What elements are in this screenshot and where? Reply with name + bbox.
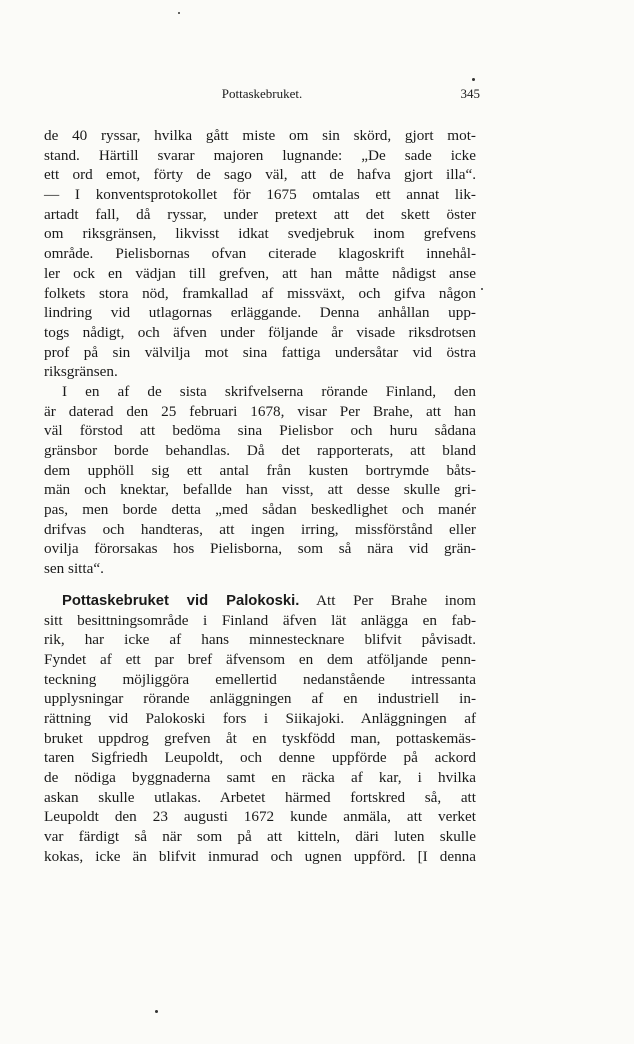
text-line: riksgränsen. — [44, 363, 118, 381]
text-line: ler ock en vädjan till grefven, att han måtte nådigst anse — [44, 264, 476, 282]
text-line: folkets stora nöd, framkallad af missväxt, och gifva någon — [44, 284, 476, 302]
text-line: gränsbor borde behandlas. Då det rapporterats, att bland — [44, 442, 476, 459]
text-line: upplysningar rörande anläggningen af en industriell in- — [44, 690, 476, 708]
text-line: de nödiga byggnaderna samt en räcka af kar, i hvilka — [44, 769, 476, 786]
section-first-line: Att Per Brahe inom — [299, 591, 476, 609]
text-line — [44, 591, 476, 611]
text-line: lindring vid utlagornas erläggande. Denna anhållan upp- — [44, 304, 476, 322]
text-line: teckning möjliggöra emellertid nedanstående intressanta — [44, 670, 476, 688]
text-line: — I konventsprotokollet för 1675 omtalas ett annat lik- — [44, 186, 476, 204]
page-number: 345 — [460, 86, 480, 101]
text-line: sen sitta“. — [44, 560, 104, 578]
text-line: I en af de sista skrifvelserna rörande Finland, den — [62, 382, 476, 400]
text-line: rik, har icke af hans minnestecknare blifvit påvisadt. — [44, 631, 476, 649]
text-line: Leupoldt den 23 augusti 1672 kunde anmäla, att verket — [44, 808, 476, 826]
text-line: rättning vid Palokoski fors i Siikajoki. Anläggningen af — [44, 709, 476, 727]
paragraph-1 — [44, 126, 476, 382]
text-line: drifvas och handteras, att ingen irring, missförstånd eller — [44, 520, 476, 538]
text-line: är daterad den 25 februari 1678, visar Per Brahe, att han — [44, 402, 476, 420]
text-line: stand. Härtill svarar majoren lugnande: „De sade icke — [44, 146, 476, 164]
print-speck — [155, 1010, 158, 1013]
text-line: väl förstod att bedöma sina Pielisbor och huru sådana — [44, 422, 476, 440]
text-line: var färdigt så när som på att kitteln, däri luten skulle — [44, 828, 476, 846]
text-line: bruket uppdrog grefven åt en tyskfödd man, pottaskemäs- — [44, 729, 476, 747]
print-speck — [481, 288, 483, 290]
text-line: askan skulle utlakas. Arbetet härmed fortskred så, att — [44, 788, 476, 806]
text-line: de 40 ryssar, hvilka gått miste om sin skörd, gjort mot- — [44, 127, 476, 144]
text-line: sitt besittningsområde i Finland äfven lät anlägga en fab- — [44, 611, 476, 629]
text-line: ett ord emot, förty de sago väl, att de hafva gjort illa“. — [44, 166, 476, 184]
text-line: taren Sigfriedh Leupoldt, och denne uppförde på ackord — [44, 749, 476, 767]
print-speck — [472, 78, 475, 81]
text-line: artadt fall, då ryssar, under pretext att det skett öster — [44, 205, 476, 223]
print-speck — [178, 12, 180, 14]
text-line: prof på sin välvilja mot sina fattiga undersåtar vid östra — [44, 343, 476, 361]
text-line: Fyndet af ett par bref äfvensom en dem atföljande penn- — [44, 650, 476, 668]
text-line: område. Pielisbornas ofvan citerade klagoskrift innehål- — [44, 245, 476, 263]
text-line: togs nådigt, och äfven under följande år visade riksdrotsen — [44, 323, 476, 341]
section-palokoski — [44, 591, 476, 867]
paragraph-2 — [44, 382, 476, 579]
section-heading: Pottaskebruket vid Palokoski. — [62, 592, 300, 609]
text-line: pas, men borde detta „med sådan beskedlighet och manér — [44, 501, 476, 519]
running-title: Pottaskebruket. — [221, 86, 303, 101]
text-line: ovilja förorsakas hos Pielisborna, som så nära vid grän- — [44, 540, 476, 558]
text-line: kokas, icke än blifvit inmurad och ugnen uppförd. [I denna — [44, 847, 476, 865]
text-line: om riksgränsen, likvisst idkat svedjebruk inom grefvens — [44, 225, 476, 243]
text-line: män och knektar, befallde han visst, att desse skulle gri- — [44, 481, 476, 499]
text-line: dem upphöll sig ett antal från kusten bortrymde båts- — [44, 461, 476, 479]
body-text — [44, 126, 476, 866]
